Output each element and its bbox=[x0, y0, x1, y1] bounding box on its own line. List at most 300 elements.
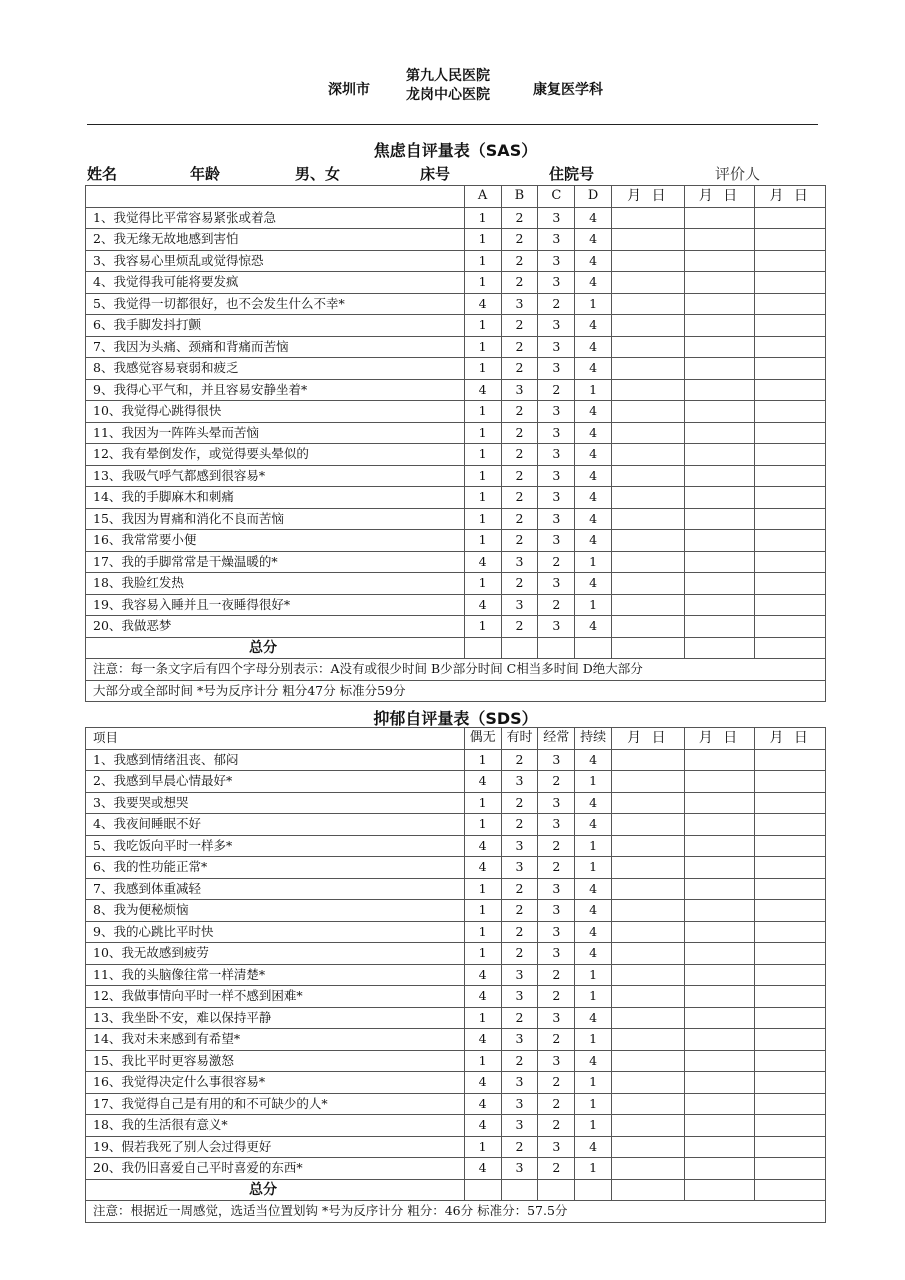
sas-date-entry-cell[interactable] bbox=[755, 444, 826, 466]
sds-date-entry-cell[interactable] bbox=[755, 1007, 826, 1029]
sas-date-entry-cell[interactable] bbox=[684, 422, 755, 444]
sas-score-cell: 4 bbox=[575, 444, 612, 466]
sas-date-entry-cell[interactable] bbox=[612, 358, 685, 380]
sds-score-cell: 2 bbox=[501, 814, 538, 836]
sas-date-entry-cell[interactable] bbox=[612, 229, 685, 251]
sds-date-entry-cell[interactable] bbox=[684, 986, 755, 1008]
sds-date-entry-cell[interactable] bbox=[755, 943, 826, 965]
sas-score-cell: 2 bbox=[501, 336, 538, 358]
sas-date-entry-cell[interactable] bbox=[612, 465, 685, 487]
sas-date-entry-cell[interactable] bbox=[612, 551, 685, 573]
sds-score-cell: 2 bbox=[538, 1093, 575, 1115]
sds-item-row bbox=[86, 878, 826, 900]
sds-item-row bbox=[86, 964, 826, 986]
sds-score-cell: 1 bbox=[575, 835, 612, 857]
sds-date-entry-cell[interactable] bbox=[684, 749, 755, 771]
sds-date-entry-cell[interactable] bbox=[612, 986, 685, 1008]
sds-score-cell: 2 bbox=[538, 835, 575, 857]
sds-date-entry-cell[interactable] bbox=[684, 1158, 755, 1180]
sds-score-cell: 4 bbox=[575, 749, 612, 771]
sds-score-cell: 3 bbox=[538, 943, 575, 965]
sds-date-entry-cell[interactable] bbox=[755, 964, 826, 986]
sds-date-entry-cell[interactable] bbox=[612, 1007, 685, 1029]
sds-score-cell: 1 bbox=[575, 1072, 612, 1094]
sds-item-text: 7、我感到体重减轻 bbox=[86, 878, 465, 900]
sds-date-entry-cell[interactable] bbox=[612, 921, 685, 943]
sds-date-entry-cell[interactable] bbox=[684, 835, 755, 857]
sas-date-entry-cell[interactable] bbox=[755, 293, 826, 315]
sas-total-score-cell[interactable] bbox=[501, 637, 538, 659]
sas-score-cell: 4 bbox=[575, 315, 612, 337]
sds-total-row bbox=[86, 1179, 826, 1201]
sas-score-cell: 3 bbox=[538, 401, 575, 423]
header-hospital-2: 龙岗中心医院 bbox=[406, 87, 490, 103]
sds-date-entry-cell[interactable] bbox=[684, 1029, 755, 1051]
sas-date-entry-cell[interactable] bbox=[684, 336, 755, 358]
sas-note-row bbox=[86, 680, 826, 702]
sds-item-text: 13、我坐卧不安，难以保持平静 bbox=[86, 1007, 465, 1029]
sas-date-entry-cell[interactable] bbox=[612, 422, 685, 444]
sas-score-cell: 2 bbox=[538, 379, 575, 401]
sas-score-cell: 2 bbox=[538, 293, 575, 315]
sas-date-header: 月 日 bbox=[684, 186, 755, 208]
sas-item-row bbox=[86, 272, 826, 294]
sds-date-entry-cell[interactable] bbox=[755, 857, 826, 879]
sas-score-cell: 4 bbox=[575, 573, 612, 595]
sds-score-cell: 3 bbox=[501, 771, 538, 793]
sds-header-row bbox=[86, 728, 826, 750]
sas-date-entry-cell[interactable] bbox=[684, 573, 755, 595]
sas-item-text: 8、我感觉容易衰弱和疲乏 bbox=[86, 358, 465, 380]
sds-item-text: 2、我感到早晨心情最好* bbox=[86, 771, 465, 793]
sds-item-text: 6、我的性功能正常* bbox=[86, 857, 465, 879]
sas-date-entry-cell[interactable] bbox=[755, 336, 826, 358]
sas-total-date-cell[interactable] bbox=[755, 637, 826, 659]
sas-score-cell: 4 bbox=[575, 358, 612, 380]
sds-date-entry-cell[interactable] bbox=[612, 878, 685, 900]
sas-date-entry-cell[interactable] bbox=[684, 250, 755, 272]
sds-score-cell: 1 bbox=[464, 792, 501, 814]
sds-date-entry-cell[interactable] bbox=[755, 1093, 826, 1115]
sas-date-entry-cell[interactable] bbox=[755, 207, 826, 229]
sas-item-row bbox=[86, 250, 826, 272]
sds-date-entry-cell[interactable] bbox=[612, 771, 685, 793]
sas-date-entry-cell[interactable] bbox=[755, 250, 826, 272]
sas-score-cell: 3 bbox=[538, 272, 575, 294]
sas-date-entry-cell[interactable] bbox=[755, 616, 826, 638]
sas-date-entry-cell[interactable] bbox=[612, 508, 685, 530]
sds-item-text: 20、我仍旧喜爱自己平时喜爱的东西* bbox=[86, 1158, 465, 1180]
sds-date-entry-cell[interactable] bbox=[684, 1050, 755, 1072]
sds-date-entry-cell[interactable] bbox=[612, 1050, 685, 1072]
sds-score-cell: 2 bbox=[538, 771, 575, 793]
sas-item-row bbox=[86, 207, 826, 229]
sds-score-cell: 4 bbox=[464, 1072, 501, 1094]
sds-score-cell: 3 bbox=[501, 857, 538, 879]
sds-score-cell: 2 bbox=[501, 900, 538, 922]
sds-date-entry-cell[interactable] bbox=[684, 814, 755, 836]
sds-total-score-cell[interactable] bbox=[538, 1179, 575, 1201]
sas-date-entry-cell[interactable] bbox=[755, 401, 826, 423]
sas-total-label: 总分 bbox=[86, 637, 465, 659]
sds-date-entry-cell[interactable] bbox=[755, 1029, 826, 1051]
sas-score-cell: 3 bbox=[538, 336, 575, 358]
sds-score-cell: 3 bbox=[538, 900, 575, 922]
sds-date-entry-cell[interactable] bbox=[612, 1136, 685, 1158]
info-sex-label: 男、女 bbox=[295, 165, 341, 183]
sas-score-cell: 4 bbox=[464, 551, 501, 573]
sas-date-entry-cell[interactable] bbox=[684, 487, 755, 509]
sas-item-text: 12、我有晕倒发作，或觉得要头晕似的 bbox=[86, 444, 465, 466]
sas-date-entry-cell[interactable] bbox=[684, 551, 755, 573]
sds-total-date-cell[interactable] bbox=[684, 1179, 755, 1201]
sds-column-header: 有时 bbox=[501, 728, 538, 750]
sas-item-row bbox=[86, 401, 826, 423]
sas-date-entry-cell[interactable] bbox=[684, 530, 755, 552]
sas-score-cell: 3 bbox=[538, 207, 575, 229]
header-department: 康复医学科 bbox=[533, 82, 603, 98]
sds-date-entry-cell[interactable] bbox=[612, 943, 685, 965]
sds-score-cell: 4 bbox=[464, 1029, 501, 1051]
sds-date-entry-cell[interactable] bbox=[684, 771, 755, 793]
sas-score-cell: 3 bbox=[538, 530, 575, 552]
sds-score-cell: 1 bbox=[575, 986, 612, 1008]
sds-score-cell: 3 bbox=[538, 792, 575, 814]
sas-date-entry-cell[interactable] bbox=[684, 616, 755, 638]
sas-score-cell: 3 bbox=[538, 315, 575, 337]
sds-score-cell: 1 bbox=[464, 900, 501, 922]
sas-score-cell: 3 bbox=[538, 358, 575, 380]
sas-date-entry-cell[interactable] bbox=[755, 422, 826, 444]
sas-date-entry-cell[interactable] bbox=[612, 293, 685, 315]
sas-date-entry-cell[interactable] bbox=[684, 315, 755, 337]
sds-score-cell: 4 bbox=[464, 1093, 501, 1115]
sas-date-entry-cell[interactable] bbox=[755, 358, 826, 380]
sds-score-cell: 3 bbox=[501, 1029, 538, 1051]
sds-score-cell: 3 bbox=[538, 878, 575, 900]
sas-date-entry-cell[interactable] bbox=[755, 551, 826, 573]
sds-item-row bbox=[86, 857, 826, 879]
sas-score-cell: 4 bbox=[464, 594, 501, 616]
sas-total-score-cell[interactable] bbox=[575, 637, 612, 659]
sds-score-cell: 2 bbox=[501, 1050, 538, 1072]
sas-item-text: 1、我觉得比平常容易紧张或着急 bbox=[86, 207, 465, 229]
sas-score-cell: 4 bbox=[575, 487, 612, 509]
sds-date-entry-cell[interactable] bbox=[684, 964, 755, 986]
sds-date-entry-cell[interactable] bbox=[755, 814, 826, 836]
sds-score-cell: 3 bbox=[538, 1050, 575, 1072]
sas-date-entry-cell[interactable] bbox=[612, 616, 685, 638]
sds-total-date-cell[interactable] bbox=[612, 1179, 685, 1201]
sas-score-cell: 1 bbox=[464, 315, 501, 337]
sas-table bbox=[85, 185, 826, 702]
sas-item-row bbox=[86, 379, 826, 401]
sds-date-entry-cell[interactable] bbox=[612, 1115, 685, 1137]
sas-score-cell: 2 bbox=[501, 401, 538, 423]
sds-score-cell: 3 bbox=[501, 1115, 538, 1137]
sds-item-row bbox=[86, 1072, 826, 1094]
sas-score-cell: 1 bbox=[464, 616, 501, 638]
sds-score-cell: 2 bbox=[501, 1136, 538, 1158]
sds-item-row bbox=[86, 1136, 826, 1158]
sds-item-text: 18、我的生活很有意义* bbox=[86, 1115, 465, 1137]
sds-column-header: 持续 bbox=[575, 728, 612, 750]
sds-score-cell: 4 bbox=[575, 792, 612, 814]
sds-item-row bbox=[86, 1093, 826, 1115]
sds-item-header: 项目 bbox=[86, 728, 465, 750]
sds-item-text: 16、我觉得决定什么事很容易* bbox=[86, 1072, 465, 1094]
sas-date-entry-cell[interactable] bbox=[612, 401, 685, 423]
sas-date-entry-cell[interactable] bbox=[755, 315, 826, 337]
sas-item-row bbox=[86, 358, 826, 380]
sds-total-score-cell[interactable] bbox=[575, 1179, 612, 1201]
sas-score-cell: 2 bbox=[501, 315, 538, 337]
sds-score-cell: 1 bbox=[575, 1115, 612, 1137]
sas-date-entry-cell[interactable] bbox=[684, 444, 755, 466]
sas-date-entry-cell[interactable] bbox=[755, 594, 826, 616]
sas-date-entry-cell[interactable] bbox=[684, 358, 755, 380]
sas-date-entry-cell[interactable] bbox=[755, 508, 826, 530]
sds-date-entry-cell[interactable] bbox=[755, 921, 826, 943]
sds-date-entry-cell[interactable] bbox=[755, 986, 826, 1008]
sas-score-cell: 4 bbox=[575, 272, 612, 294]
sds-date-entry-cell[interactable] bbox=[755, 1158, 826, 1180]
sas-item-row bbox=[86, 422, 826, 444]
sas-date-entry-cell[interactable] bbox=[612, 573, 685, 595]
sas-item-row bbox=[86, 444, 826, 466]
header-city: 深圳市 bbox=[328, 82, 370, 98]
sds-total-score-cell[interactable] bbox=[464, 1179, 501, 1201]
sas-item-text: 19、我容易入睡并且一夜睡得很好* bbox=[86, 594, 465, 616]
sds-date-entry-cell[interactable] bbox=[755, 749, 826, 771]
sds-date-entry-cell[interactable] bbox=[684, 1007, 755, 1029]
sas-date-header: 月 日 bbox=[612, 186, 685, 208]
sds-date-entry-cell[interactable] bbox=[612, 835, 685, 857]
sas-date-entry-cell[interactable] bbox=[612, 379, 685, 401]
sas-score-cell: 3 bbox=[501, 293, 538, 315]
sds-date-entry-cell[interactable] bbox=[612, 1158, 685, 1180]
sds-date-entry-cell[interactable] bbox=[755, 1072, 826, 1094]
sas-date-entry-cell[interactable] bbox=[755, 487, 826, 509]
sas-score-cell: 3 bbox=[501, 551, 538, 573]
sas-date-entry-cell[interactable] bbox=[755, 465, 826, 487]
sds-item-text: 11、我的头脑像往常一样清楚* bbox=[86, 964, 465, 986]
sds-score-cell: 4 bbox=[464, 986, 501, 1008]
sas-date-entry-cell[interactable] bbox=[612, 487, 685, 509]
sas-total-score-cell[interactable] bbox=[464, 637, 501, 659]
sds-date-entry-cell[interactable] bbox=[612, 1029, 685, 1051]
sds-item-row bbox=[86, 771, 826, 793]
sds-date-entry-cell[interactable] bbox=[612, 1093, 685, 1115]
sas-score-cell: 4 bbox=[464, 293, 501, 315]
sas-date-entry-cell[interactable] bbox=[612, 315, 685, 337]
sas-date-entry-cell[interactable] bbox=[684, 401, 755, 423]
sas-date-entry-cell[interactable] bbox=[684, 465, 755, 487]
info-age-label: 年龄 bbox=[190, 165, 221, 183]
sas-date-entry-cell[interactable] bbox=[684, 594, 755, 616]
sds-date-entry-cell[interactable] bbox=[755, 1115, 826, 1137]
header-divider bbox=[87, 124, 818, 125]
sds-score-cell: 3 bbox=[501, 964, 538, 986]
sds-date-entry-cell[interactable] bbox=[684, 1136, 755, 1158]
sas-score-cell: 2 bbox=[501, 207, 538, 229]
info-bed-label: 床号 bbox=[420, 165, 451, 183]
sds-date-entry-cell[interactable] bbox=[612, 857, 685, 879]
sas-score-cell: 1 bbox=[464, 207, 501, 229]
sds-score-cell: 4 bbox=[464, 964, 501, 986]
sas-date-entry-cell[interactable] bbox=[684, 508, 755, 530]
sds-score-cell: 2 bbox=[501, 943, 538, 965]
sds-item-row bbox=[86, 814, 826, 836]
sds-date-entry-cell[interactable] bbox=[684, 900, 755, 922]
sas-score-cell: 2 bbox=[538, 594, 575, 616]
sds-date-entry-cell[interactable] bbox=[684, 792, 755, 814]
sas-score-cell: 2 bbox=[501, 508, 538, 530]
sds-date-entry-cell[interactable] bbox=[612, 749, 685, 771]
sds-date-entry-cell[interactable] bbox=[755, 792, 826, 814]
sds-item-text: 1、我感到情绪沮丧、郁闷 bbox=[86, 749, 465, 771]
sds-date-entry-cell[interactable] bbox=[755, 771, 826, 793]
sas-score-cell: 1 bbox=[464, 272, 501, 294]
sas-score-cell: 4 bbox=[575, 422, 612, 444]
sas-date-entry-cell[interactable] bbox=[684, 379, 755, 401]
sds-item-text: 17、我觉得自己是有用的和不可缺少的人* bbox=[86, 1093, 465, 1115]
sas-date-entry-cell[interactable] bbox=[755, 573, 826, 595]
sas-date-entry-cell[interactable] bbox=[755, 530, 826, 552]
sas-item-text: 3、我容易心里烦乱或觉得惊恐 bbox=[86, 250, 465, 272]
sas-total-date-cell[interactable] bbox=[684, 637, 755, 659]
sds-score-cell: 2 bbox=[538, 964, 575, 986]
sds-score-cell: 1 bbox=[575, 1093, 612, 1115]
sas-date-entry-cell[interactable] bbox=[755, 379, 826, 401]
sas-total-score-cell[interactable] bbox=[538, 637, 575, 659]
sas-date-entry-cell[interactable] bbox=[612, 250, 685, 272]
sas-score-cell: 1 bbox=[464, 336, 501, 358]
sds-date-entry-cell[interactable] bbox=[684, 1093, 755, 1115]
sas-item-text: 7、我因为头痛、颈痛和背痛而苦恼 bbox=[86, 336, 465, 358]
sds-item-row bbox=[86, 1029, 826, 1051]
sds-date-entry-cell[interactable] bbox=[612, 900, 685, 922]
sds-note-row bbox=[86, 1201, 826, 1223]
sas-date-entry-cell[interactable] bbox=[684, 293, 755, 315]
sas-score-cell: 3 bbox=[538, 250, 575, 272]
header-hospital-1: 第九人民医院 bbox=[406, 68, 490, 84]
sas-date-entry-cell[interactable] bbox=[755, 272, 826, 294]
sas-date-entry-cell[interactable] bbox=[755, 229, 826, 251]
sds-date-entry-cell[interactable] bbox=[684, 943, 755, 965]
sas-score-cell: 4 bbox=[464, 379, 501, 401]
sas-score-cell: 1 bbox=[464, 229, 501, 251]
sds-item-row bbox=[86, 835, 826, 857]
sas-score-cell: 2 bbox=[501, 250, 538, 272]
sas-total-date-cell[interactable] bbox=[612, 637, 685, 659]
sds-item-text: 9、我的心跳比平时快 bbox=[86, 921, 465, 943]
sds-total-date-cell[interactable] bbox=[755, 1179, 826, 1201]
sds-date-entry-cell[interactable] bbox=[684, 1072, 755, 1094]
sds-date-entry-cell[interactable] bbox=[684, 857, 755, 879]
sas-score-cell: 4 bbox=[575, 250, 612, 272]
sds-total-label: 总分 bbox=[86, 1179, 465, 1201]
sas-item-text: 2、我无缘无故地感到害怕 bbox=[86, 229, 465, 251]
sds-score-cell: 1 bbox=[464, 749, 501, 771]
sds-date-entry-cell[interactable] bbox=[755, 878, 826, 900]
sas-date-entry-cell[interactable] bbox=[612, 207, 685, 229]
sas-item-row bbox=[86, 293, 826, 315]
sds-score-cell: 2 bbox=[501, 792, 538, 814]
sas-total-row bbox=[86, 637, 826, 659]
sds-date-entry-cell[interactable] bbox=[684, 1115, 755, 1137]
sas-item-text: 5、我觉得一切都很好，也不会发生什么不幸* bbox=[86, 293, 465, 315]
sds-date-entry-cell[interactable] bbox=[612, 814, 685, 836]
sds-total-score-cell[interactable] bbox=[501, 1179, 538, 1201]
sas-score-cell: 3 bbox=[538, 616, 575, 638]
sas-title: 焦虑自评量表（SAS） bbox=[373, 141, 538, 160]
sds-date-entry-cell[interactable] bbox=[612, 964, 685, 986]
sds-note: 注意：根据近一周感觉，选适当位置划钩 *号为反序计分 粗分：46分 标准分：57.5分 bbox=[86, 1201, 826, 1223]
sds-score-cell: 2 bbox=[538, 857, 575, 879]
sds-date-entry-cell[interactable] bbox=[755, 835, 826, 857]
sds-date-entry-cell[interactable] bbox=[684, 878, 755, 900]
sds-date-entry-cell[interactable] bbox=[684, 921, 755, 943]
sds-date-header: 月 日 bbox=[755, 728, 826, 750]
sas-item-row bbox=[86, 616, 826, 638]
sds-date-entry-cell[interactable] bbox=[755, 900, 826, 922]
sas-date-entry-cell[interactable] bbox=[612, 530, 685, 552]
sds-column-header: 经常 bbox=[538, 728, 575, 750]
sas-item-row bbox=[86, 551, 826, 573]
sas-score-cell: 1 bbox=[464, 573, 501, 595]
sas-date-entry-cell[interactable] bbox=[684, 207, 755, 229]
sds-date-entry-cell[interactable] bbox=[755, 1136, 826, 1158]
sas-date-entry-cell[interactable] bbox=[684, 272, 755, 294]
sds-item-row bbox=[86, 792, 826, 814]
sas-item-row bbox=[86, 594, 826, 616]
sas-item-row bbox=[86, 573, 826, 595]
sds-score-cell: 4 bbox=[575, 921, 612, 943]
sas-date-entry-cell[interactable] bbox=[612, 444, 685, 466]
sds-score-cell: 4 bbox=[575, 1136, 612, 1158]
sas-score-cell: 4 bbox=[575, 401, 612, 423]
sas-score-cell: 1 bbox=[575, 379, 612, 401]
sas-score-cell: 4 bbox=[575, 229, 612, 251]
sds-score-cell: 4 bbox=[575, 814, 612, 836]
sas-score-cell: 1 bbox=[464, 530, 501, 552]
sas-column-header: B bbox=[501, 186, 538, 208]
sds-date-entry-cell[interactable] bbox=[755, 1050, 826, 1072]
sas-score-cell: 4 bbox=[575, 336, 612, 358]
sas-score-cell: 2 bbox=[501, 530, 538, 552]
sas-item-text: 4、我觉得我可能将要发疯 bbox=[86, 272, 465, 294]
sas-item-row bbox=[86, 315, 826, 337]
sds-item-text: 3、我要哭或想哭 bbox=[86, 792, 465, 814]
sds-score-cell: 2 bbox=[501, 749, 538, 771]
sas-score-cell: 2 bbox=[501, 573, 538, 595]
sas-date-entry-cell[interactable] bbox=[612, 336, 685, 358]
sas-score-cell: 2 bbox=[501, 422, 538, 444]
sds-item-text: 4、我夜间睡眠不好 bbox=[86, 814, 465, 836]
sds-score-cell: 2 bbox=[501, 878, 538, 900]
sds-date-entry-cell[interactable] bbox=[612, 1072, 685, 1094]
sas-date-entry-cell[interactable] bbox=[684, 229, 755, 251]
sas-note-row bbox=[86, 659, 826, 681]
sas-date-entry-cell[interactable] bbox=[612, 272, 685, 294]
sas-date-entry-cell[interactable] bbox=[612, 594, 685, 616]
sas-column-header: C bbox=[538, 186, 575, 208]
sas-score-cell: 3 bbox=[538, 229, 575, 251]
sds-score-cell: 2 bbox=[501, 1007, 538, 1029]
sas-score-cell: 1 bbox=[464, 508, 501, 530]
sds-date-entry-cell[interactable] bbox=[612, 792, 685, 814]
